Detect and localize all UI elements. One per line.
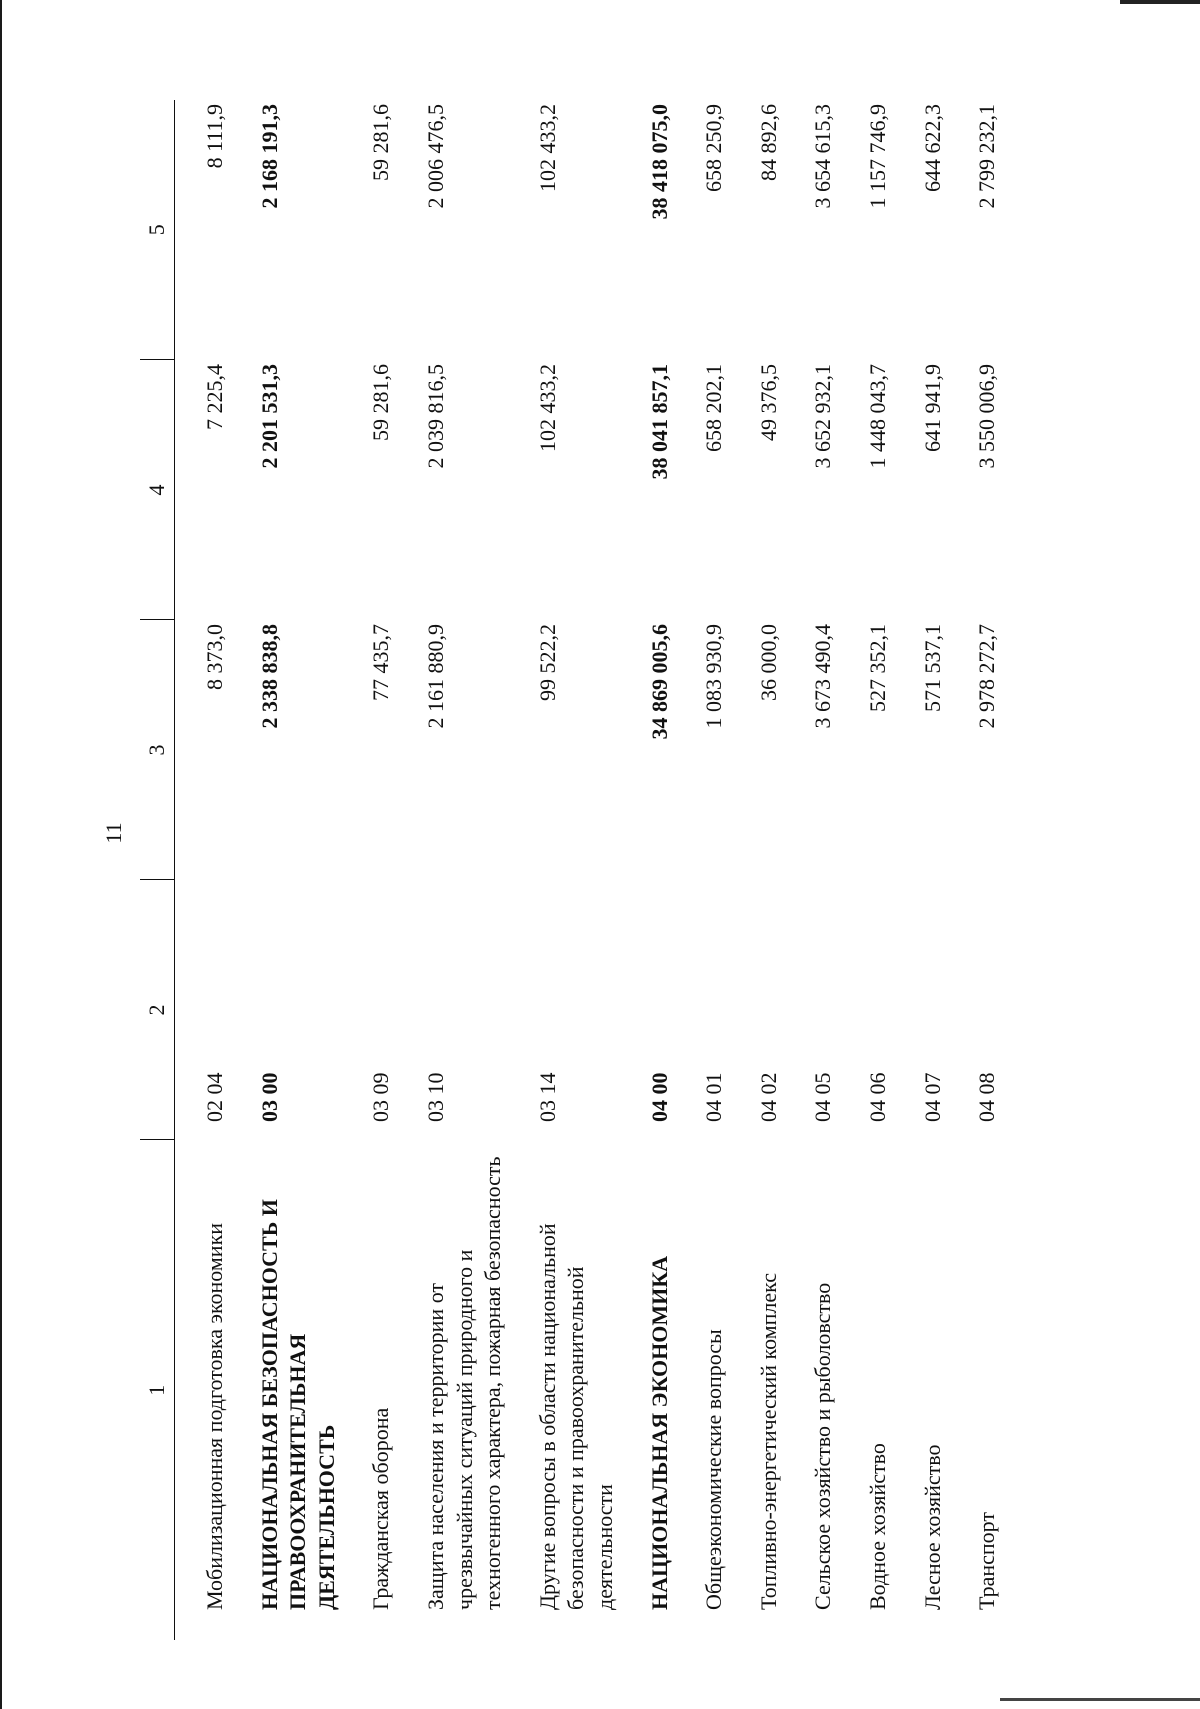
row-value-col4: 59 281,6 (368, 364, 394, 441)
column-header: 4 (140, 360, 175, 620)
row-value-col5: 2 006 476,5 (422, 104, 448, 209)
column-header: 3 (140, 620, 175, 880)
row-value-col5: 59 281,6 (368, 104, 394, 181)
row-value-col3: 2 978 272,7 (974, 624, 1000, 729)
row-name: Водное хозяйство (864, 1443, 890, 1610)
row-value-col5: 38 418 075,0 (646, 104, 672, 220)
column-header: 2 (140, 880, 175, 1140)
row-code: 02 04 (202, 1072, 227, 1122)
table-row (620, 100, 675, 1640)
row-value-col5: 658 250,9 (701, 104, 727, 192)
column-header: 5 (140, 100, 175, 360)
column-header: 1 (140, 1140, 175, 1640)
row-name: Защита населения и территории от чрезвычайных ситуаций природного и техногенного характера, пожарная безопасность (422, 1156, 506, 1610)
row-value-col3: 36 000,0 (755, 624, 781, 701)
row-value-col4: 102 433,2 (534, 364, 560, 452)
row-value-col5: 3 654 615,3 (810, 104, 836, 209)
row-value-col4: 3 550 006,9 (974, 364, 1000, 469)
row-name: Транспорт (974, 1511, 1000, 1610)
row-value-col3: 99 522,2 (534, 624, 560, 701)
row-value-col3: 8 373,0 (202, 624, 227, 690)
row-value-col3: 1 083 930,9 (701, 624, 727, 729)
scan-mark-bottom-right (1000, 1698, 1200, 1701)
row-value-col5: 8 111,9 (202, 104, 227, 169)
row-name: Другие вопросы в области национальной безопасности и правоохранительной деятельности (534, 1223, 617, 1610)
scan-mark-top-right (1120, 0, 1200, 4)
row-value-col5: 2 168 191,3 (256, 104, 282, 209)
row-value-col3: 2 338 838,8 (256, 624, 282, 729)
row-code: 04 06 (864, 1072, 890, 1122)
row-value-col4: 7 225,4 (202, 364, 227, 430)
row-code: 04 05 (810, 1072, 836, 1122)
table-header-row (140, 100, 175, 1640)
row-name: НАЦИОНАЛЬНАЯ БЕЗОПАСНОСТЬ И ПРАВООХРАНИТЕЛЬНАЯ ДЕЯТЕЛЬНОСТЬ (256, 1199, 339, 1610)
page-number: 11 (101, 822, 126, 844)
row-value-col4: 641 941,9 (919, 364, 945, 452)
row-code: 03 00 (256, 1072, 282, 1122)
row-value-col3: 77 435,7 (368, 624, 394, 701)
row-code: 03 10 (422, 1072, 448, 1122)
row-value-col4: 2 201 531,3 (256, 364, 282, 469)
row-value-col4: 49 376,5 (755, 364, 781, 441)
row-code: 03 09 (368, 1072, 394, 1122)
row-code: 04 01 (701, 1072, 727, 1122)
row-value-col4: 658 202,1 (701, 364, 727, 452)
table-row (838, 100, 893, 1640)
row-value-col4: 3 652 932,1 (810, 364, 836, 469)
row-code: 04 02 (755, 1072, 781, 1122)
table-row (508, 100, 620, 1640)
row-value-col3: 3 673 490,4 (810, 624, 836, 729)
table-body (175, 100, 1002, 1640)
row-value-col3: 34 869 005,6 (646, 624, 672, 740)
budget-table (140, 100, 1002, 1640)
row-value-col4: 2 039 816,5 (422, 364, 448, 469)
row-value-col3: 571 537,1 (919, 624, 945, 712)
row-code: 03 14 (534, 1072, 560, 1122)
table-row (729, 100, 784, 1640)
row-value-col5: 644 622,3 (919, 104, 945, 192)
row-code: 04 08 (974, 1072, 1000, 1122)
table-row (893, 100, 948, 1640)
table-row (947, 100, 1002, 1640)
row-name: Общеэкономические вопросы (701, 1329, 727, 1610)
row-value-col5: 2 799 232,1 (974, 104, 1000, 209)
row-name: Лесное хозяйство (919, 1444, 945, 1610)
row-code: 04 00 (646, 1072, 672, 1122)
row-value-col4: 1 448 043,7 (864, 364, 890, 469)
table-row (396, 100, 508, 1640)
table-row (783, 100, 838, 1640)
table-row (175, 100, 230, 1640)
row-name: Сельское хозяйство и рыболовство (810, 1282, 836, 1610)
table-row (674, 100, 729, 1640)
rotated-page-content (140, 100, 1000, 1640)
scan-edge (0, 0, 2, 1709)
row-name: НАЦИОНАЛЬНАЯ ЭКОНОМИКА (646, 1255, 672, 1610)
row-value-col3: 2 161 880,9 (422, 624, 448, 729)
row-value-col4: 38 041 857,1 (646, 364, 672, 480)
row-name: Гражданская оборона (368, 1407, 394, 1610)
table-row (341, 100, 396, 1640)
row-value-col3: 527 352,1 (864, 624, 890, 712)
row-value-col5: 1 157 746,9 (864, 104, 890, 209)
row-name: Мобилизационная подготовка экономики (202, 1222, 227, 1610)
row-value-col5: 102 433,2 (534, 104, 560, 192)
table-row (230, 100, 342, 1640)
row-value-col5: 84 892,6 (755, 104, 781, 181)
row-name: Топливно-энергетический комплекс (755, 1272, 781, 1610)
row-code: 04 07 (919, 1072, 945, 1122)
